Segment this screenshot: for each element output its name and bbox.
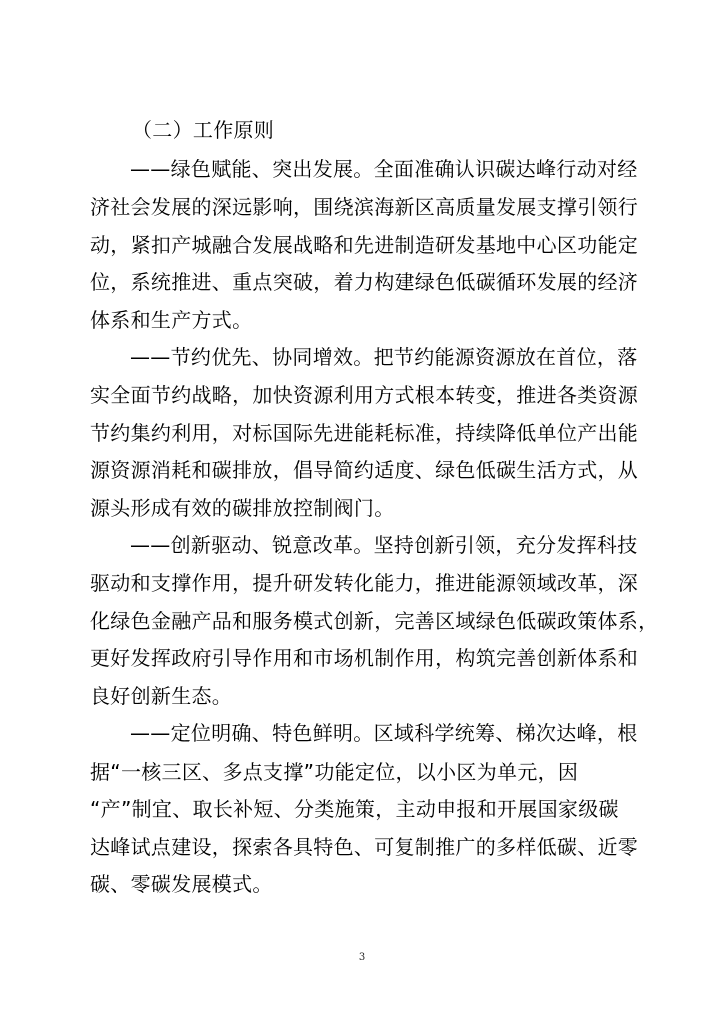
paragraph-2-line-1: ——节约优先、协同增效。把节约能源资源放在首位，落 xyxy=(130,345,638,369)
section-heading: （二）工作原则 xyxy=(132,118,275,142)
page-number: 3 xyxy=(358,952,366,963)
paragraph-4-line-1: ——定位明确、特色鲜明。区域科学统筹、梯次达峰，根 xyxy=(130,721,638,745)
paragraph-4-line-3: “产”制宜、取长补短、分类施策，主动申报和开展国家级碳 xyxy=(90,797,619,821)
paragraph-3-line-2: 驱动和支撑作用，提升研发转化能力，推进能源领域改革，深 xyxy=(90,571,639,595)
paragraph-4-line-4: 达峰试点建设，探索各具特色、可复制推广的多样低碳、近零 xyxy=(90,835,639,859)
paragraph-4-line-2: 据“一核三区、多点支撑”功能定位，以小区为单元，因 xyxy=(90,760,579,784)
paragraph-2-line-2: 实全面节约战略，加快资源利用方式根本转变，推进各类资源 xyxy=(90,383,639,407)
paragraph-3-line-1: ——创新驱动、锐意改革。坚持创新引领，充分发挥科技 xyxy=(130,533,638,557)
paragraph-2-line-4: 源资源消耗和碳排放，倡导简约适度、绿色低碳生活方式，从 xyxy=(90,458,639,482)
paragraph-2-line-5: 源头形成有效的碳排放控制阀门。 xyxy=(90,496,395,520)
paragraph-1-line-4: 位，系统推进、重点突破，着力构建绿色低碳循环发展的经济 xyxy=(90,270,639,294)
paragraph-4-line-5: 碳、零碳发展模式。 xyxy=(90,872,273,896)
paragraph-1-line-3: 动，紧扣产城融合发展战略和先进制造研发基地中心区功能定 xyxy=(90,233,639,257)
paragraph-3-line-3: 化绿色金融产品和服务模式创新，完善区域绿色低碳政策体系， xyxy=(90,609,659,633)
paragraph-3-line-5: 良好创新生态。 xyxy=(90,684,233,708)
paragraph-3-line-4: 更好发挥政府引导作用和市场机制作用，构筑完善创新体系和 xyxy=(90,646,639,670)
paragraph-1-line-5: 体系和生产方式。 xyxy=(90,308,253,332)
paragraph-1-line-2: 济社会发展的深远影响，围绕滨海新区高质量发展支撑引领行 xyxy=(90,195,639,219)
paragraph-1-line-1: ——绿色赋能、突出发展。全面准确认识碳达峰行动对经 xyxy=(130,157,638,181)
paragraph-2-line-3: 节约集约利用，对标国际先进能耗标准，持续降低单位产出能 xyxy=(90,421,639,445)
